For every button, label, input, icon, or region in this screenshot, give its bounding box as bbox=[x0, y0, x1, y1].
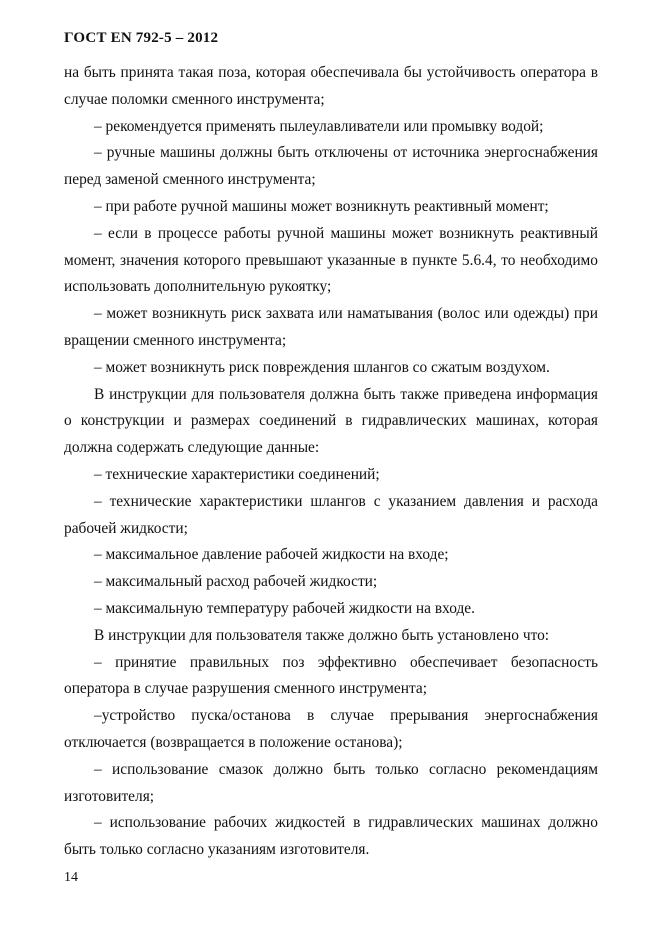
page-body bbox=[64, 60, 598, 864]
paragraph: – рекомендуется применять пылеулавливатели или промывку водой; bbox=[94, 117, 544, 135]
paragraph: В инструкции для пользователя также должно быть установлено что: bbox=[94, 626, 550, 644]
paragraph: В инструкции для пользователя должна быть также приведена информация о конструкции и размерах соединений в гидравлических машинах, которая должна содержать следующие данные: bbox=[64, 385, 598, 457]
paragraph: – использование рабочих жидкостей в гидравлических машинах должно быть только согласно указаниям изготовителя. bbox=[64, 814, 598, 859]
paragraph: –устройство пуска/останова в случае прерывания энергоснабжения отключается (возвращается в положение останова); bbox=[64, 707, 598, 751]
paragraph: – принятие правильных поз эффективно обеспечивает безопасность оператора в случае разрушения сменного инструмента; bbox=[64, 653, 598, 698]
paragraph: на быть принята такая поза, которая обеспечивала бы устойчивость оператора в случае поломки сменного инструмента; bbox=[64, 64, 598, 108]
paragraph: – может возникнуть риск захвата или наматывания (волос или одежды) при вращении сменного инструмента; bbox=[64, 305, 598, 349]
paragraph: – при работе ручной машины может возникнуть реактивный момент; bbox=[94, 197, 549, 215]
paragraph: – технические характеристики шлангов с указанием давления и расхода рабочей жидкости; bbox=[64, 492, 598, 537]
page-header: ГОСТ EN 792-5 – 2012 bbox=[64, 30, 219, 46]
paragraph: – максимальную температуру рабочей жидкости на входе. bbox=[94, 599, 475, 617]
paragraph: – максимальное давление рабочей жидкости на входе; bbox=[94, 546, 449, 564]
paragraph: – если в процессе работы ручной машины может возникнуть реактивный момент, значения которого превышают указанные в пункте 5.6.4, то необходимо использовать дополнительную рукоятку; bbox=[64, 224, 598, 296]
paragraph: – использование смазок должно быть только согласно рекомендациям изготовителя; bbox=[64, 760, 598, 805]
paragraph: – может возникнуть риск повреждения шлангов со сжатым воздухом. bbox=[94, 358, 550, 376]
page-number: 14 bbox=[64, 870, 78, 885]
paragraph: – технические характеристики соединений; bbox=[94, 465, 380, 483]
paragraph: – максимальный расход рабочей жидкости; bbox=[94, 573, 378, 591]
paragraph: – ручные машины должны быть отключены от источника энергоснабжения перед заменой сменного инструмента; bbox=[64, 144, 598, 189]
